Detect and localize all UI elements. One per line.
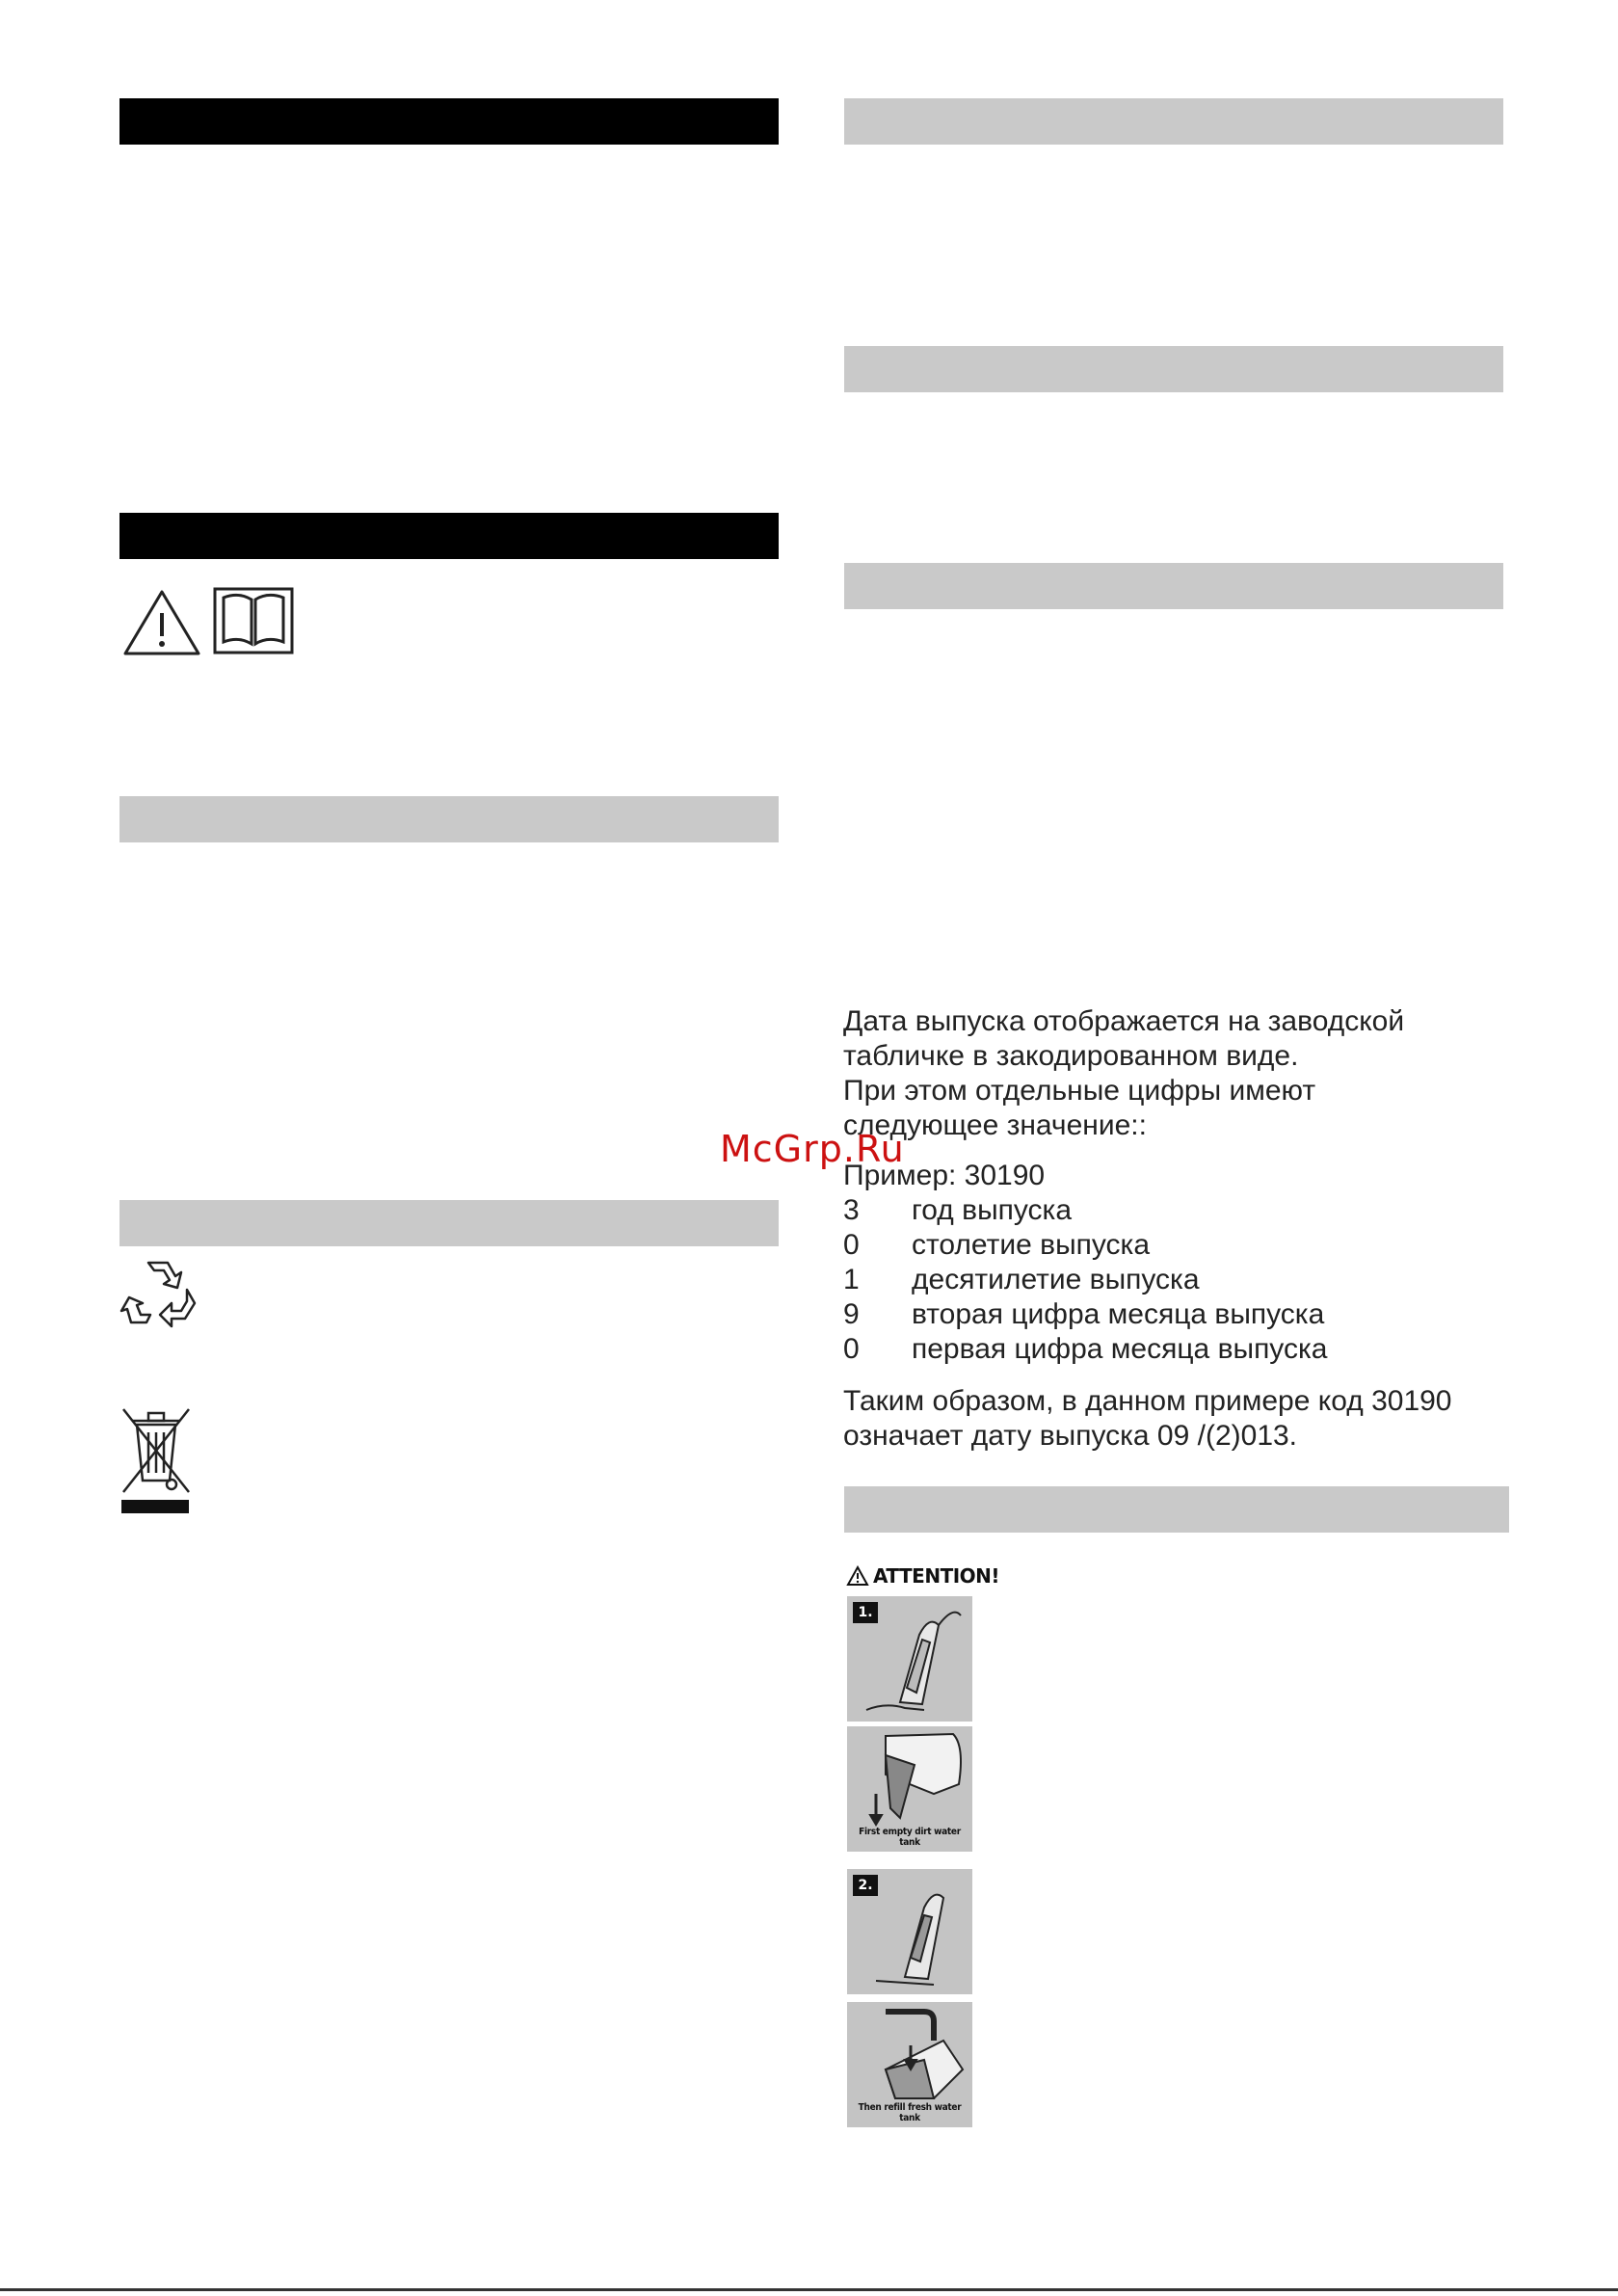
legend-row [843, 1297, 1327, 1332]
legend-digit: 9 [843, 1298, 860, 1330]
legend-meaning: десятилетие выпуска [912, 1264, 1200, 1295]
step-tag: 1. [853, 1602, 878, 1623]
attention-text: ATTENTION! [873, 1564, 1000, 1588]
legend-row [843, 1332, 1327, 1367]
legend-digit: 0 [843, 1229, 860, 1261]
legend-meaning: вторая цифра месяца выпуска [912, 1298, 1325, 1330]
section-header-bar-1 [119, 98, 779, 145]
section-header-bar-5 [844, 98, 1503, 145]
conclusion-line: означает дату выпуска 09 /(2)013. [843, 1420, 1298, 1452]
attention-label [846, 1562, 999, 1590]
warning-triangle-icon [846, 1565, 869, 1587]
warning-triangle-icon [121, 588, 202, 657]
legend-digit: 0 [843, 1333, 860, 1365]
legend-row [843, 1263, 1327, 1297]
legend-meaning: столетие выпуска [912, 1229, 1151, 1261]
step-caption: Then refill fresh water tank [858, 2102, 962, 2123]
example-line: Пример: 30190 [843, 1160, 1046, 1191]
manual-book-icon [212, 586, 295, 655]
intro-line: табличке в закодированном виде. [843, 1040, 1299, 1072]
intro-line: При этом отдельные цифры имеют [843, 1075, 1316, 1107]
legend-meaning: первая цифра месяца выпуска [912, 1333, 1328, 1365]
date-code-conclusion [843, 1384, 1452, 1454]
date-code-intro [843, 1004, 1404, 1143]
section-header-bar-2 [119, 513, 779, 559]
legend-digit: 1 [843, 1264, 860, 1295]
device-illustration [847, 1869, 972, 1994]
crossed-bin-icon [119, 1405, 193, 1515]
intro-line: следующее значение:: [843, 1109, 1147, 1141]
section-header-bar-6 [844, 346, 1503, 392]
device-illustration [847, 1596, 972, 1722]
legend-row [843, 1193, 1327, 1228]
legend-meaning: год выпуска [912, 1194, 1073, 1226]
illustration-step-refill-tank [847, 2002, 972, 2127]
illustration-step-empty-tank [847, 1726, 972, 1852]
illustration-step-2 [847, 1869, 972, 1994]
section-header-bar-4 [119, 1200, 779, 1246]
intro-line: Дата выпуска отображается на заводской [843, 1005, 1405, 1037]
watermark: McGrp.Ru [720, 1128, 905, 1170]
section-header-bar-7 [844, 563, 1503, 609]
step-caption: First empty dirt water tank [859, 1827, 961, 1848]
legend-digit: 3 [843, 1194, 860, 1226]
conclusion-line: Таким образом, в данном примере код 30190 [843, 1385, 1452, 1417]
page-bottom-rule [0, 2288, 1618, 2291]
recycling-icon [119, 1257, 197, 1328]
date-code-example-block [843, 1159, 1327, 1367]
section-header-bar-8 [844, 1486, 1509, 1533]
section-header-bar-3 [119, 796, 779, 842]
legend-row [843, 1228, 1327, 1263]
illustration-step-1 [847, 1596, 972, 1722]
step-tag: 2. [853, 1875, 878, 1896]
